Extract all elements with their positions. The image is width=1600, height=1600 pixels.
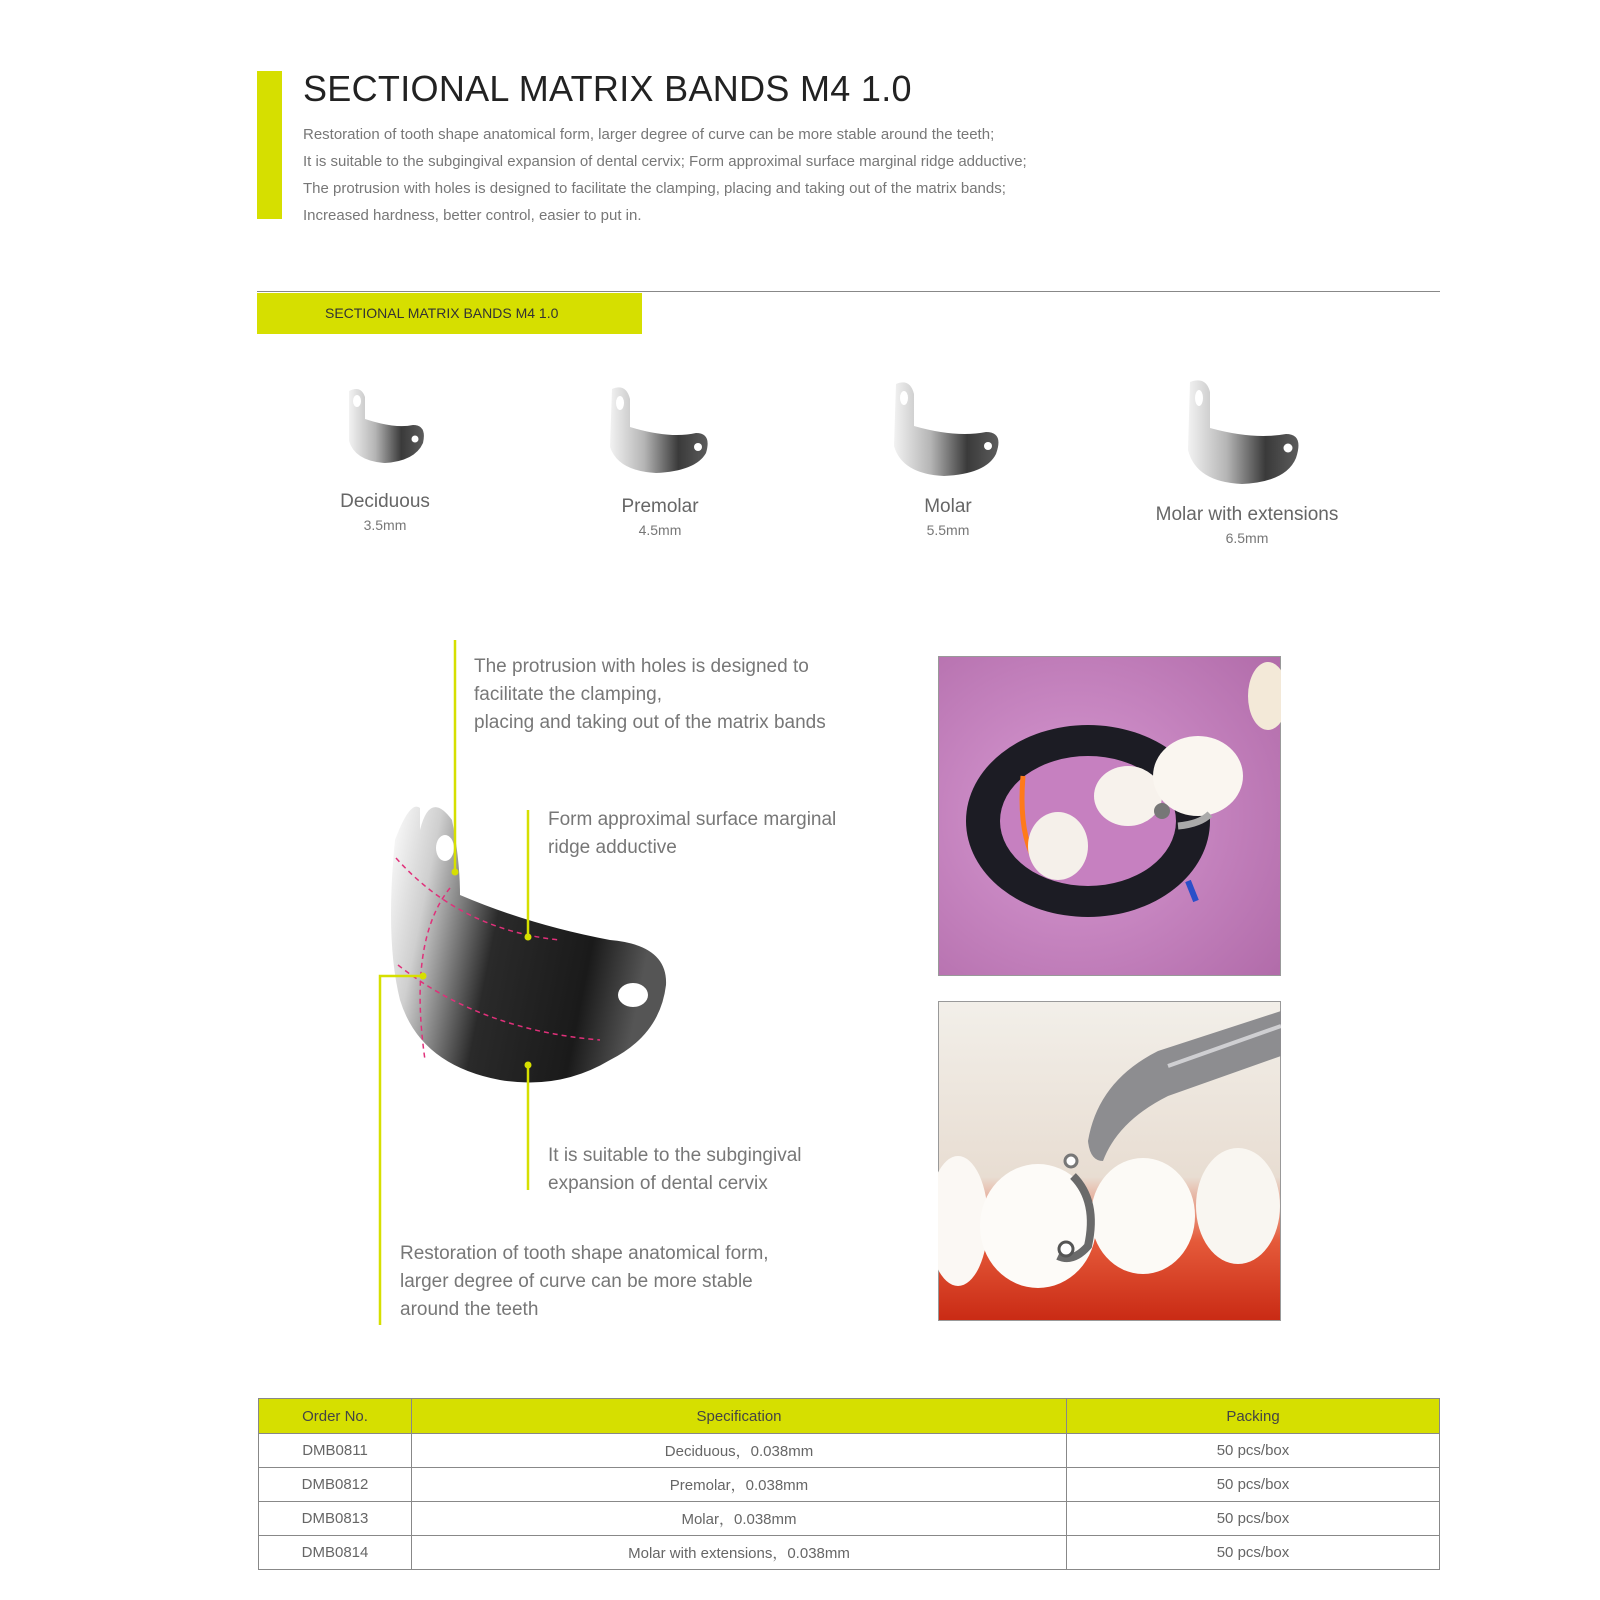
product-name: Molar (924, 496, 972, 517)
product-size: 4.5mm (638, 522, 682, 538)
cell-packing: 50 pcs/box (1067, 1502, 1440, 1536)
cell-order-no: DMB0814 (259, 1536, 412, 1570)
product-name: Molar with extensions (1155, 504, 1339, 525)
photo-forceps-placement (938, 1001, 1281, 1321)
intro-text (303, 121, 1027, 229)
leader-dot (420, 973, 427, 980)
spec-table (258, 1398, 1440, 1570)
table-row (259, 1536, 1440, 1570)
table-row (259, 1468, 1440, 1502)
leader-dot (525, 934, 532, 941)
callout-line: expansion of dental cervix (548, 1173, 768, 1194)
leader-dot (452, 869, 459, 876)
photo-ring-on-teeth (938, 656, 1281, 976)
section-divider (257, 291, 1440, 292)
matrix-band-icon (886, 380, 1011, 485)
table-header-row (259, 1399, 1440, 1434)
cell-packing: 50 pcs/box (1067, 1468, 1440, 1502)
product-molar (828, 380, 1068, 538)
product-size: 3.5mm (363, 517, 407, 533)
cell-specification: Molar，0.038mm (412, 1502, 1067, 1536)
column-header-order-no: Order No. (259, 1399, 412, 1434)
band-hole-top (436, 835, 454, 861)
product-molar-extensions (1127, 378, 1367, 546)
page-title: SECTIONAL MATRIX BANDS M4 1.0 (303, 68, 912, 109)
callout-ridge (548, 806, 836, 862)
matrix-band-icon (600, 385, 720, 485)
cell-specification: Premolar，0.038mm (412, 1468, 1067, 1502)
section-tab-label: SECTIONAL MATRIX BANDS M4 1.0 (325, 305, 559, 321)
band-hole-side (618, 983, 648, 1007)
table-row (259, 1502, 1440, 1536)
callout-line: ridge adductive (548, 837, 677, 858)
product-name: Premolar (621, 496, 699, 517)
accent-bar (257, 71, 282, 219)
callout-line: Form approximal surface marginal (548, 809, 837, 830)
cell-specification: Deciduous，0.038mm (412, 1434, 1067, 1468)
matrix-band-icon (335, 385, 435, 480)
callout-protrusion (474, 653, 826, 737)
callout-subgingival (548, 1142, 802, 1198)
cell-specification: Molar with extensions，0.038mm (412, 1536, 1067, 1570)
cell-order-no: DMB0812 (259, 1468, 412, 1502)
product-size: 5.5mm (926, 522, 970, 538)
section-tab (257, 293, 642, 334)
leader-dot (525, 1062, 532, 1069)
intro-line: Restoration of tooth shape anatomical form, larger degree of curve can be more stable around the teeth; (303, 126, 995, 143)
intro-line: It is suitable to the subgingival expansion of dental cervix; Form approximal surface marginal ridge adductive; (303, 153, 1027, 170)
cell-order-no: DMB0813 (259, 1502, 412, 1536)
matrix-band-icon (1182, 378, 1312, 493)
intro-line: The protrusion with holes is designed to facilitate the clamping, placing and taking out of the matrix bands; (303, 180, 1006, 197)
cell-order-no: DMB0811 (259, 1434, 412, 1468)
product-name: Deciduous (340, 491, 430, 512)
product-premolar (540, 385, 780, 538)
callout-line: larger degree of curve can be more stable (400, 1271, 753, 1292)
callout-line: The protrusion with holes is designed to (474, 656, 809, 677)
callout-restoration (400, 1240, 769, 1324)
column-header-specification: Specification (412, 1399, 1067, 1434)
annotated-band-diagram (360, 640, 680, 1330)
product-size: 6.5mm (1225, 530, 1269, 546)
cell-packing: 50 pcs/box (1067, 1434, 1440, 1468)
cell-packing: 50 pcs/box (1067, 1536, 1440, 1570)
callout-line: Restoration of tooth shape anatomical form, (400, 1243, 769, 1264)
callout-line: around the teeth (400, 1299, 539, 1320)
intro-line: Increased hardness, better control, easier to put in. (303, 207, 642, 224)
callout-line: It is suitable to the subgingival (548, 1145, 802, 1166)
callout-line: placing and taking out of the matrix bands (474, 712, 826, 733)
column-header-packing: Packing (1067, 1399, 1440, 1434)
callout-line: facilitate the clamping, (474, 684, 662, 705)
table-row (259, 1434, 1440, 1468)
product-deciduous (265, 385, 505, 533)
